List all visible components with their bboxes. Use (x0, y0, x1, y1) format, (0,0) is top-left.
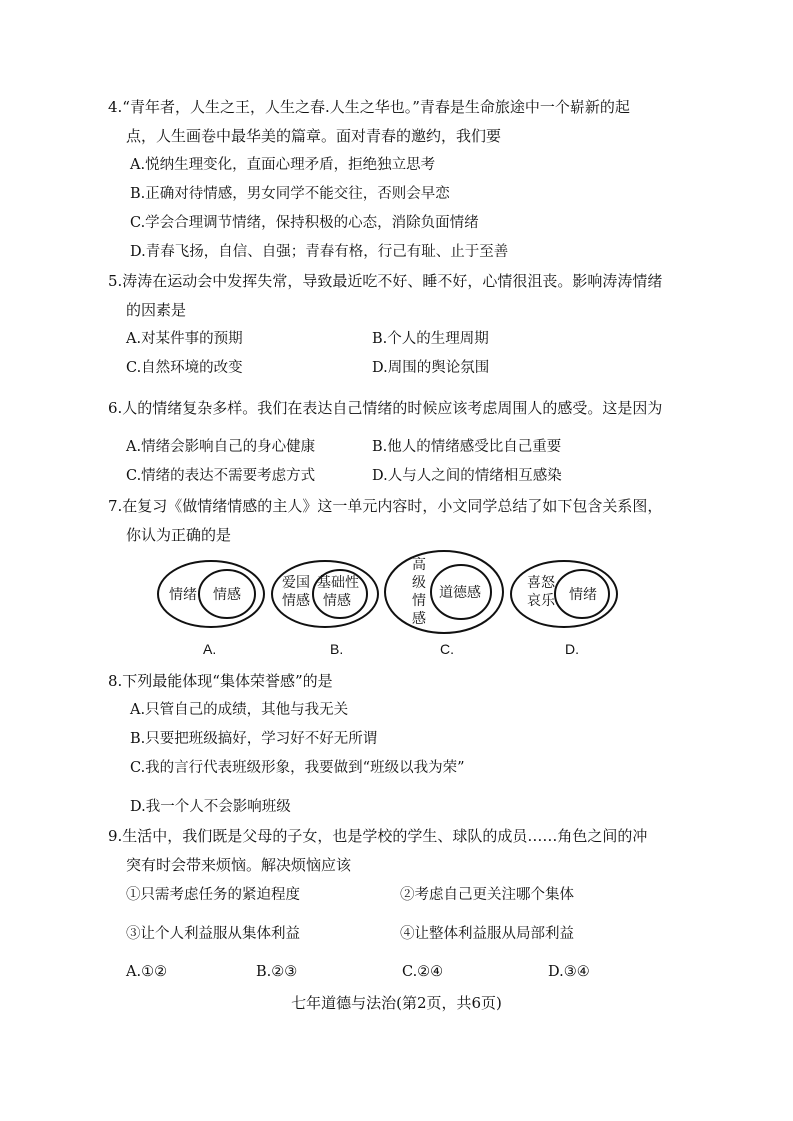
q5-option-d[interactable]: D.周围的舆论氛围 (372, 360, 490, 376)
q7-b-outer-text-1: 爱国 (282, 575, 310, 591)
q9-option-a[interactable]: A.①② (126, 964, 168, 980)
q7-diagram-c[interactable] (383, 549, 505, 639)
q4-stem-line1: 4.“青年者，人生之王，人生之春.人生之华也。”青春是生命旅途中一个崭新的起 (108, 98, 630, 116)
q7-a-outer-text: 情绪 (169, 587, 197, 603)
q5-option-a[interactable]: A.对某件事的预期 (126, 331, 243, 347)
q7-diagram-c-label[interactable]: C. (440, 641, 454, 657)
q8-option-c[interactable]: C.我的言行代表班级形象，我要做到“班级以我为荣” (130, 760, 465, 776)
q8-option-a[interactable]: A.只管自己的成绩，其他与我无关 (130, 702, 349, 718)
q7-b-inner-text-2: 情感 (323, 593, 351, 609)
q7-c-outer-text-3: 情 (412, 593, 426, 609)
q9-option-d[interactable]: D.③④ (548, 964, 590, 980)
q4-option-b[interactable]: B.正确对待情感，男女同学不能交往，否则会早恋 (130, 186, 450, 202)
q7-diagram-a[interactable] (156, 559, 266, 633)
q8-stem-line1: 8.下列最能体现“集体荣誉感”的是 (108, 672, 333, 690)
q5-stem-line1: 5.涛涛在运动会中发挥失常，导致最近吃不好、睡不好，心情很沮丧。影响涛涛情绪 (108, 272, 663, 290)
q7-d-inner-text: 情绪 (569, 587, 597, 603)
q7-c-inner-text: 道德感 (439, 585, 481, 601)
q7-diagram-a-label[interactable]: A. (203, 641, 217, 657)
q7-b-inner-text-1: 基础性 (317, 575, 359, 591)
q6-option-c[interactable]: C.情绪的表达不需要考虑方式 (126, 468, 316, 484)
q6-stem-line1: 6.人的情绪复杂多样。我们在表达自己情绪的时候应该考虑周围人的感受。这是因为 (108, 399, 663, 417)
q6-option-a[interactable]: A.情绪会影响自己的身心健康 (126, 439, 316, 455)
q7-b-outer-text-2: 情感 (282, 593, 310, 609)
q9-stem-line1: 9.生活中，我们既是父母的子女，也是学校的学生、球队的成员……角色之间的冲 (108, 827, 648, 845)
q7-diagram-b[interactable] (270, 559, 380, 633)
q7-stem-line2: 你认为正确的是 (126, 526, 232, 544)
q4-option-d[interactable]: D.青春飞扬，自信、自强；青春有格，行己有耻、止于至善 (130, 244, 509, 260)
q9-statement-3: ③让个人利益服从集体利益 (126, 926, 300, 942)
q8-option-d[interactable]: D.我一个人不会影响班级 (130, 799, 291, 815)
q9-stem-line2: 突有时会带来烦恼。解决烦恼应该 (126, 856, 352, 874)
q4-option-a[interactable]: A.悦纳生理变化，直面心理矛盾，拒绝独立思考 (130, 157, 436, 173)
q7-c-outer-text-2: 级 (412, 575, 426, 591)
q7-a-inner-text: 情感 (213, 587, 241, 603)
page-footer: 七年道德与法治(第2页，共6页) (291, 994, 502, 1012)
q9-statement-2: ②考虑自己更关注哪个集体 (400, 887, 574, 903)
q8-option-b[interactable]: B.只要把班级搞好，学习好不好无所谓 (130, 731, 378, 747)
q5-stem-line2: 的因素是 (126, 301, 187, 319)
q4-option-c[interactable]: C.学会合理调节情绪，保持积极的心态，消除负面情绪 (130, 215, 479, 231)
q6-option-d[interactable]: D.人与人之间的情绪相互感染 (372, 468, 562, 484)
q9-option-b[interactable]: B.②③ (256, 964, 298, 980)
q9-statement-1: ①只需考虑任务的紧迫程度 (126, 887, 300, 903)
q7-c-outer-text-4: 感 (412, 611, 426, 627)
q4-stem-line2: 点，人生画卷中最华美的篇章。面对青春的邀约，我们要 (126, 127, 502, 145)
q7-d-outer-text-2: 哀乐 (527, 593, 555, 609)
q6-option-b[interactable]: B.他人的情绪感受比自己重要 (372, 439, 562, 455)
q5-option-b[interactable]: B.个人的生理周期 (372, 331, 489, 347)
q7-diagram-d-label[interactable]: D. (565, 641, 579, 657)
q7-diagram-b-label[interactable]: B. (330, 641, 344, 657)
q9-statement-4: ④让整体利益服从局部利益 (400, 926, 574, 942)
q7-c-outer-text-1: 高 (412, 557, 426, 573)
q9-option-c[interactable]: C.②④ (402, 964, 444, 980)
q7-diagram-d[interactable] (509, 559, 619, 633)
q5-option-c[interactable]: C.自然环境的改变 (126, 360, 243, 376)
q7-d-outer-text-1: 喜怒 (527, 575, 555, 591)
q7-stem-line1: 7.在复习《做情绪情感的主人》这一单元内容时，小文同学总结了如下包含关系图， (108, 497, 663, 515)
